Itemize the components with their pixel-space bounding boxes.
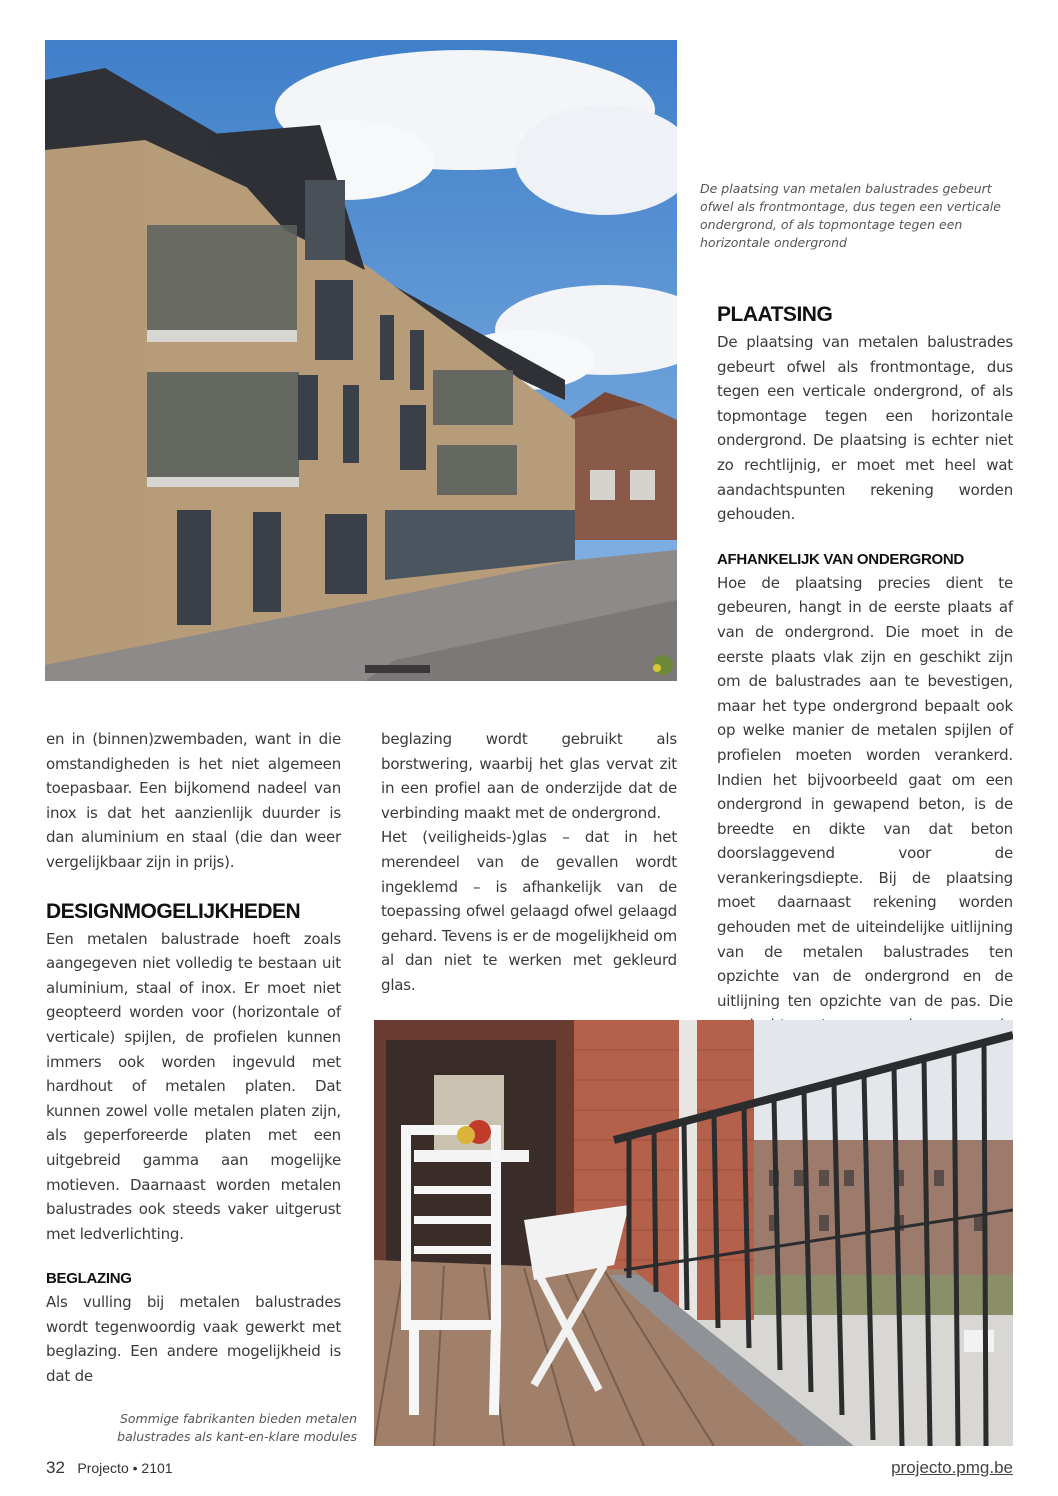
page-number: 32 (46, 1458, 65, 1477)
paragraph-inox: en in (binnen)zwembaden, want in die omstandigheden is het niet algemeen toepasbaar. Een bijkomend nadeel van inox is dat het aanzienlijk duurder is dan aluminium en staal (die dan weer vergelijkbaar zijn in prijs). (46, 730, 341, 871)
paragraph-borstwering: beglazing wordt gebruikt als borstwering, waarbij het glas vervat zit in een profiel aan de onderzijde dat de verbinding maakt met de ondergrond. (381, 730, 677, 822)
page-footer (46, 1458, 173, 1478)
heading-plaatsing: PLAATSING (717, 303, 833, 326)
paragraph-design: Een metalen balustrade hoeft zoals aangegeven niet volledig te bestaan uit aluminium, staal of inox. Er moet niet geopteerd worden voor (horizontale of verticale) spijlen, de profielen kunnen immers ook worden ingevuld met hardhout of metalen platen. Dat kunnen zowel volle metalen platen zijn, als geperforeerde platen met een uitgebreid gamma aan mogelijke motieven. Daarnaast worden metalen balustrades ook steeds vaker uitgerust met ledverlichting. (46, 929, 341, 1243)
photo-building (45, 40, 677, 681)
paragraph-plaatsing: De plaatsing van metalen balustrades gebeurt ofwel als frontmontage, dus tegen een verticale ondergrond, of als topmontage tegen een horizontale ondergrond. De plaatsing is echter niet zo rechtlijnig, er moet met heel wat aandachtspunten rekening worden gehouden. (717, 333, 1013, 524)
photo-balcony (374, 1020, 1013, 1446)
paragraph-ondergrond: Hoe de plaatsing precies dient te gebeuren, hangt in de eerste plaats af van de ondergrond. Die moet in de eerste plaats vlak zijn en geschikt zijn om de balustrades aan te bevestigen, maar het type ondergrond bepaalt ook op welke manier de metalen spijlen of profielen moeten worden verankerd. Indien het bijvoorbeeld gaat om een ondergrond in gewapend beton, is de breedte en dikte van dat beton doorslaggevend voor de verankeringsdiepte. Bij de plaatsing moet daarnaast rekening worden gehouden met de uiteindelijke uitlijning van de metalen balustrades ten opzichte van de ondergrond en de uitlijning ten opzichte van de pas. Die (717, 573, 1013, 1010)
column-middle (381, 727, 677, 998)
photo-building-caption: De plaatsing van metalen balustrades gebeurt ofwel als frontmontage, dus tegen een verticale ondergrond, of als topmontage tegen een horizontale ondergrond (700, 181, 1001, 250)
website-link[interactable]: projecto.pmg.be (891, 1458, 1013, 1477)
column-right (717, 302, 1013, 1063)
photo-balcony-caption: Sommige fabrikanten bieden metalen balustrades als kant-en-klare modules (117, 1411, 357, 1444)
heading-ondergrond: AFHANKELIJK VAN ONDERGROND (717, 550, 964, 568)
paragraph-veiligheidsglas: Het (veiligheids-)glas – dat in het merendeel van de gevallen wordt ingeklemd – is afhankelijk van de toepassing ofwel gelaagd ofwel gelaagd gehard. Tevens is er de mogelijkheid om al dan niet te werken met gekleurd glas. (381, 828, 677, 994)
heading-designmogelijkheden: DESIGNMOGELIJKHEDEN (46, 899, 301, 923)
paragraph-beglazing: Als vulling bij metalen balustrades wordt tegenwoordig vaak gewerkt met beglazing. Een andere mogelijkheid is dat de (46, 1293, 341, 1386)
column-left (46, 727, 341, 1389)
heading-beglazing: BEGLAZING (46, 1270, 132, 1288)
magazine-issue: Projecto • 2101 (77, 1460, 173, 1476)
